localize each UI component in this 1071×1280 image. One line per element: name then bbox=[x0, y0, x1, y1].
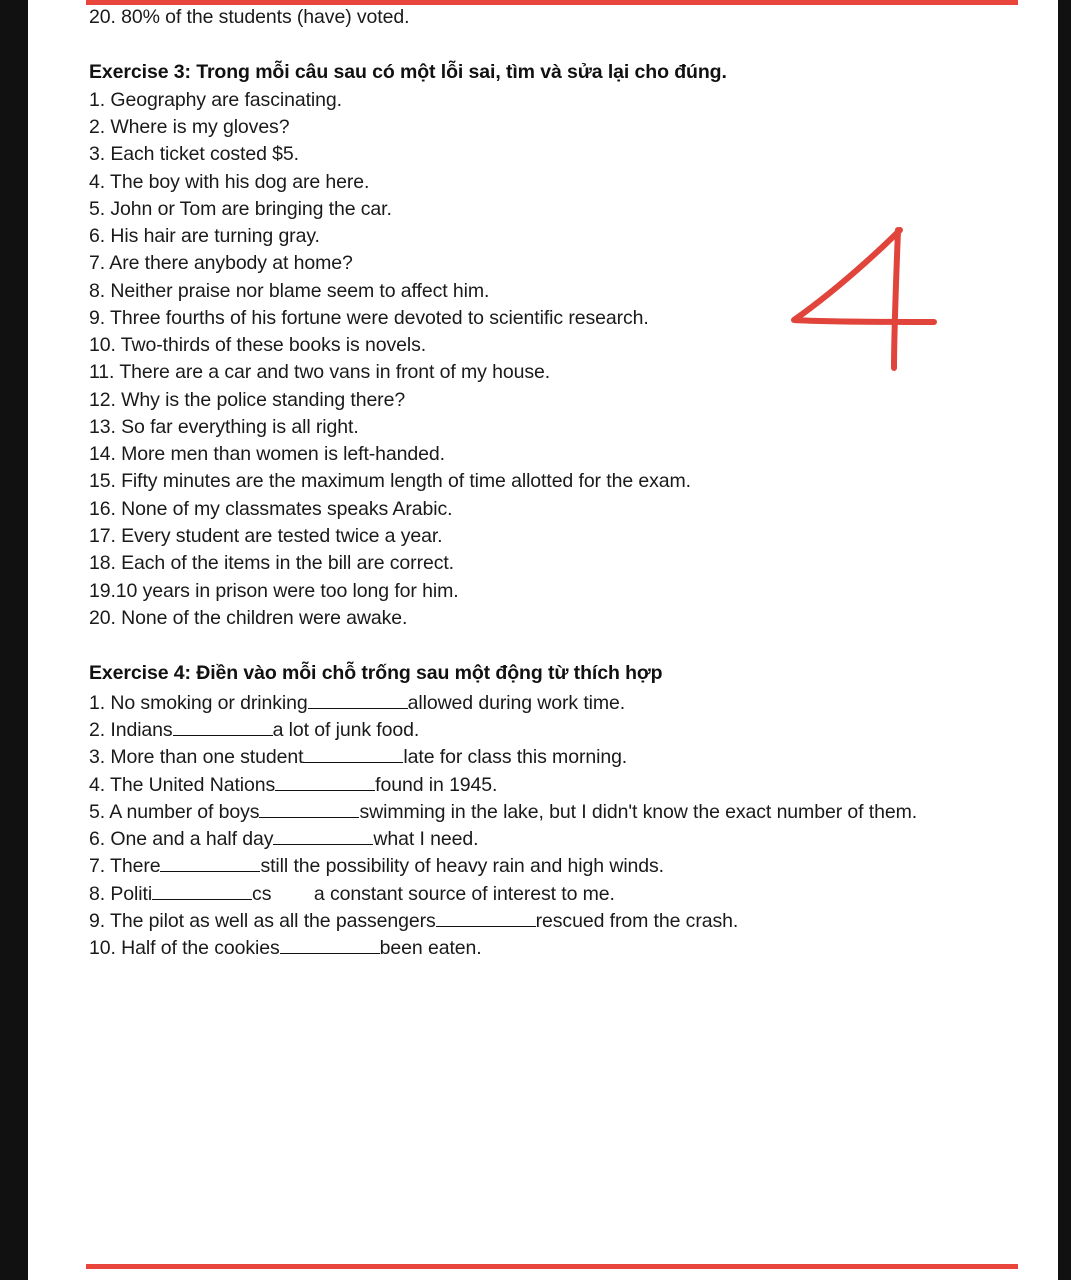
ex3-item: 6. His hair are turning gray. bbox=[89, 225, 320, 247]
ex4-item bbox=[89, 934, 482, 960]
ex4-item bbox=[89, 880, 615, 906]
ex3-item: 14. More men than women is left-handed. bbox=[89, 443, 445, 465]
ex4-text-before: 3. More than one student bbox=[89, 746, 304, 768]
ex3-item: 8. Neither praise nor blame seem to affect him. bbox=[89, 280, 490, 302]
ex3-item: 13. So far everything is all right. bbox=[89, 416, 359, 438]
answer-blank[interactable] bbox=[275, 771, 375, 791]
ex4-item bbox=[89, 907, 738, 933]
ex4-item bbox=[89, 825, 478, 851]
answer-blank[interactable] bbox=[436, 907, 536, 927]
ex4-text-after: what I need. bbox=[373, 828, 479, 850]
ex4-item bbox=[89, 689, 625, 715]
ex3-item: 17. Every student are tested twice a year. bbox=[89, 525, 443, 547]
ex3-item: 18. Each of the items in the bill are correct. bbox=[89, 552, 454, 574]
ex3-item: 16. None of my classmates speaks Arabic. bbox=[89, 498, 453, 520]
ex3-item: 5. John or Tom are bringing the car. bbox=[89, 198, 392, 220]
ex4-text-before: 4. The United Nations bbox=[89, 774, 276, 796]
answer-blank[interactable] bbox=[273, 825, 373, 845]
ex4-text-after: allowed during work time. bbox=[407, 692, 626, 714]
ex4-text-after: still the possibility of heavy rain and high winds. bbox=[260, 855, 665, 877]
handwritten-number-four bbox=[788, 222, 948, 382]
ex4-text-after: a lot of junk food. bbox=[272, 719, 420, 741]
exercise3-title: Exercise 3: Trong mỗi câu sau có một lỗi sai, tìm và sửa lại cho đúng. bbox=[89, 61, 727, 83]
ex3-item: 19.10 years in prison were too long for him. bbox=[89, 580, 459, 602]
ex3-item: 7. Are there anybody at home? bbox=[89, 252, 353, 274]
ex4-text-after: rescued from the crash. bbox=[535, 910, 739, 932]
ex4-text-after: been eaten. bbox=[379, 937, 482, 959]
ex3-item: 12. Why is the police standing there? bbox=[89, 389, 406, 411]
ex4-text-before: 10. Half of the cookies bbox=[89, 937, 280, 959]
answer-blank[interactable] bbox=[173, 716, 273, 736]
ex4-item bbox=[89, 743, 627, 769]
ex4-item bbox=[89, 716, 419, 742]
answer-blank[interactable] bbox=[280, 934, 380, 954]
ex3-item: 10. Two-thirds of these books is novels. bbox=[89, 334, 427, 356]
ex4-item bbox=[89, 798, 917, 824]
answer-blank[interactable] bbox=[152, 880, 252, 900]
exercise4-title: Exercise 4: Điền vào mỗi chỗ trống sau một động từ thích hợp bbox=[89, 662, 663, 684]
ex3-item: 11. There are a car and two vans in front of my house. bbox=[89, 361, 551, 383]
ex4-text-after: swimming in the lake, but I didn't know the exact number of them. bbox=[359, 801, 918, 823]
ex3-item: 4. The boy with his dog are here. bbox=[89, 171, 370, 193]
ex3-item: 9. Three fourths of his fortune were devoted to scientific research. bbox=[89, 307, 649, 329]
top-red-rule bbox=[86, 0, 1018, 5]
bottom-red-rule bbox=[86, 1264, 1018, 1269]
ex4-item bbox=[89, 771, 497, 797]
document-page bbox=[28, 0, 1058, 1280]
ex3-item: 15. Fifty minutes are the maximum length of time allotted for the exam. bbox=[89, 470, 691, 492]
answer-blank[interactable] bbox=[259, 798, 359, 818]
ex3-item: 2. Where is my gloves? bbox=[89, 116, 290, 138]
ex4-text-before: 5. A number of boys bbox=[89, 801, 260, 823]
answer-blank[interactable] bbox=[308, 689, 408, 709]
answer-blank[interactable] bbox=[303, 743, 403, 763]
previous-item-line: 20. 80% of the students (have) voted. bbox=[89, 6, 410, 28]
ex4-text-before: 9. The pilot as well as all the passengers bbox=[89, 910, 436, 932]
ex4-text-before: 8. Politi bbox=[89, 883, 153, 905]
ex4-text-before: 6. One and a half day bbox=[89, 828, 274, 850]
ex3-item: 3. Each ticket costed $5. bbox=[89, 143, 299, 165]
ex4-text-before: 1. No smoking or drinking bbox=[89, 692, 308, 714]
ex3-item: 20. None of the children were awake. bbox=[89, 607, 408, 629]
ex4-text-before: 7. There bbox=[89, 855, 161, 877]
ex4-text-before: 2. Indians bbox=[89, 719, 173, 741]
ex4-text-after: late for class this morning. bbox=[403, 746, 628, 768]
ex4-text-after: cs a constant source of interest to me. bbox=[252, 883, 615, 905]
answer-blank[interactable] bbox=[160, 852, 260, 872]
ex4-item bbox=[89, 852, 664, 878]
ex4-text-after: found in 1945. bbox=[375, 774, 498, 796]
ex3-item: 1. Geography are fascinating. bbox=[89, 89, 342, 111]
